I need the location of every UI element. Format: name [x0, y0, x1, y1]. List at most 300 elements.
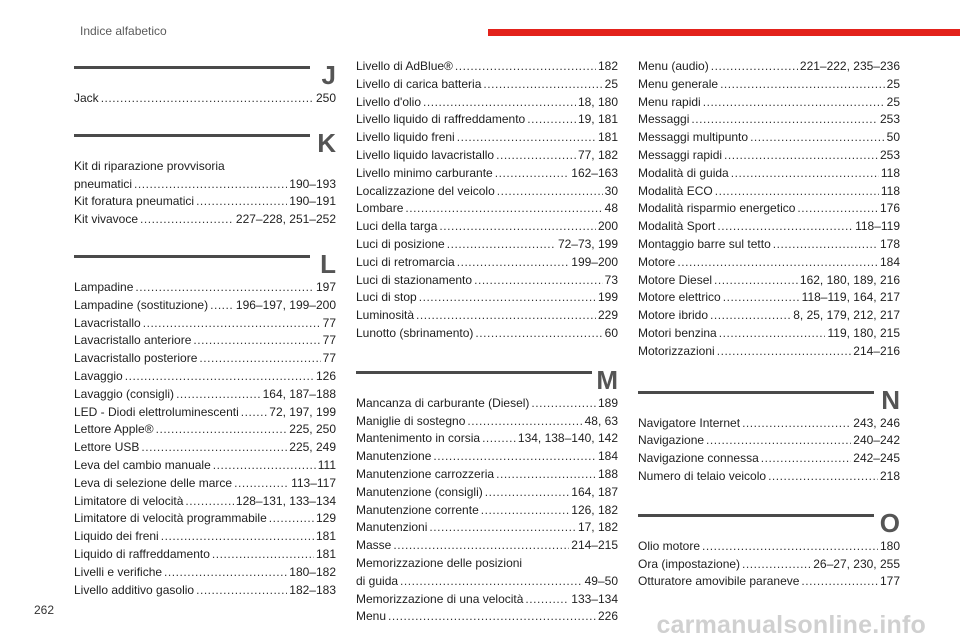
index-entry	[356, 218, 618, 236]
index-entry-name: Lettore USB	[74, 440, 140, 455]
index-entry-pages: 60	[604, 325, 618, 340]
index-entry-pages: 196–197, 199–200	[235, 297, 336, 312]
dot-leader	[703, 94, 885, 112]
index-entry-pages: 214–216	[853, 343, 900, 358]
index-entry-name: Lampadine	[74, 279, 134, 294]
index-entry	[638, 325, 900, 343]
index-entry-pages: 180	[879, 538, 900, 553]
dot-leader	[455, 58, 596, 76]
index-entry-name: Masse	[356, 538, 392, 553]
section-divider	[74, 255, 310, 258]
index-entry-name: Menu generale	[638, 76, 719, 91]
index-entry	[638, 556, 900, 574]
index-column-2	[356, 58, 618, 626]
dot-leader	[768, 468, 878, 486]
dot-leader	[423, 94, 576, 112]
index-entry-pages: 126	[315, 368, 336, 383]
index-entry-pages: 118–119, 164, 217	[801, 290, 900, 305]
dot-leader	[416, 307, 596, 325]
index-entry-list	[74, 279, 336, 599]
dot-leader	[731, 165, 879, 183]
dot-leader	[234, 475, 289, 493]
section-divider	[638, 391, 874, 394]
index-entry	[74, 439, 336, 457]
index-entry-name: Motore elettrico	[638, 290, 721, 305]
index-entry	[638, 307, 900, 325]
index-entry	[356, 573, 618, 591]
index-entry-name: Luci di posizione	[356, 236, 445, 251]
index-entry-name: Localizzazione del veicolo	[356, 183, 495, 198]
index-entry-list	[638, 538, 900, 591]
index-entry	[356, 484, 618, 502]
index-entry-pages: 8, 25, 179, 212, 217	[793, 308, 900, 323]
index-entry-name: Lavacristallo anteriore	[74, 333, 192, 348]
dot-leader	[531, 395, 596, 413]
index-entry-pages: 77, 182	[577, 147, 618, 162]
dot-leader	[723, 289, 800, 307]
index-entry-pages: 182	[597, 59, 618, 73]
watermark: carmanualsonline.info	[656, 611, 926, 639]
index-entry	[74, 211, 336, 229]
index-entry-pages: 133–134	[571, 591, 618, 606]
index-entry-name: Navigazione connessa	[638, 451, 759, 466]
index-entry-pages: 72–73, 199	[557, 236, 618, 251]
index-entry	[356, 430, 618, 448]
index-entry-pages: 214–215	[571, 538, 618, 553]
dot-leader	[457, 129, 596, 147]
index-entry	[638, 415, 900, 433]
index-entry	[638, 58, 900, 76]
index-entry-pages: 190–191	[289, 194, 336, 209]
index-entry-name: Jack	[74, 91, 99, 105]
dot-leader	[210, 297, 234, 315]
index-entry-pages: 119, 180, 215	[827, 325, 900, 340]
index-entry-pages: 129	[315, 511, 336, 526]
section-letter: O	[879, 507, 900, 538]
index-entry	[638, 468, 900, 486]
index-entry-pages: 178	[879, 236, 900, 251]
index-entry-name: Otturatore amovibile paraneve	[638, 574, 800, 589]
dot-leader	[457, 254, 570, 272]
dot-leader	[720, 76, 885, 94]
index-entry-pages: 48, 63	[584, 413, 618, 428]
index-entry-name: Manutenzione (consigli)	[356, 484, 483, 499]
index-entry	[638, 183, 900, 201]
index-column-1	[74, 60, 336, 599]
index-entry	[356, 58, 618, 76]
index-entry-list	[74, 90, 336, 108]
index-entry-name: Livello minimo carburante	[356, 165, 493, 180]
index-entry-name: Motore Diesel	[638, 272, 713, 287]
page-number: 262	[34, 603, 55, 617]
dot-leader	[497, 183, 603, 201]
index-entry-pages: 189	[597, 395, 618, 410]
index-entry-name: LED - Diodi elettroluminescenti	[74, 404, 239, 419]
index-entry-pages: 243, 246	[853, 415, 900, 430]
index-entry	[638, 236, 900, 254]
dot-leader	[212, 546, 314, 564]
index-entry-pages: 128–131, 133–134	[235, 493, 336, 508]
index-entry-pages: 49–50	[584, 573, 618, 588]
index-entry	[74, 404, 336, 422]
index-entry	[74, 510, 336, 528]
index-entry-pages: 25	[604, 76, 618, 91]
dot-leader	[710, 307, 791, 325]
index-entry	[356, 502, 618, 520]
index-entry-pages: 118	[880, 165, 900, 180]
index-entry-name: Livelli e verifiche	[74, 564, 163, 579]
index-entry	[356, 466, 618, 484]
index-entry-pages: 227–228, 251–252	[235, 212, 336, 227]
dot-leader	[199, 350, 320, 368]
index-entry	[638, 272, 900, 290]
index-entry-name: Messaggi	[638, 112, 690, 127]
dot-leader	[125, 368, 314, 386]
index-entry-prefix: Memorizzazione delle posizioni	[356, 555, 523, 570]
index-entry-name: Menu	[356, 609, 387, 624]
index-entry-name: Modalità di guida	[638, 165, 729, 180]
index-entry-name: Motorizzazioni	[638, 343, 715, 358]
index-entry	[356, 236, 618, 254]
index-entry-name: Luci della targa	[356, 219, 438, 234]
index-entry	[74, 493, 336, 511]
index-entry-list	[638, 58, 900, 361]
index-entry-pages: 25	[886, 94, 900, 109]
dot-leader	[143, 315, 321, 333]
dot-leader	[447, 236, 556, 254]
index-entry	[638, 111, 900, 129]
dot-leader	[724, 147, 878, 165]
index-entry	[356, 325, 618, 343]
index-entry	[356, 200, 618, 218]
index-entry-name: Kit foratura pneumatici	[74, 194, 195, 209]
index-entry-name: Manutenzione corrente	[356, 502, 479, 517]
dot-leader	[717, 343, 852, 361]
dot-leader	[176, 386, 261, 404]
index-entry	[74, 421, 336, 439]
dot-leader	[482, 430, 516, 448]
index-entry-pages: 240–242	[853, 433, 900, 448]
index-column-3	[638, 58, 900, 591]
index-entry-pages: 177	[879, 574, 900, 589]
index-entry-name: Lavacristallo posteriore	[74, 351, 198, 366]
index-entry-pages: 226	[597, 609, 618, 624]
index-entry-pages: 162–163	[571, 165, 618, 180]
index-entry-pages: 199–200	[571, 254, 618, 269]
dot-leader	[717, 218, 853, 236]
dot-leader	[161, 528, 314, 546]
index-entry	[356, 94, 618, 112]
index-entry-pages: 182–183	[289, 582, 336, 597]
index-entry-pages: 181	[315, 546, 336, 561]
section-letter: M	[596, 364, 618, 395]
index-entry-pages: 162, 180, 189, 216	[799, 272, 900, 287]
index-entry-name: Modalità Sport	[638, 219, 716, 234]
index-entry-name: Manutenzioni	[356, 520, 428, 535]
index-entry	[74, 350, 336, 368]
dot-leader	[101, 90, 314, 108]
index-entry	[356, 395, 618, 413]
dot-leader	[185, 493, 234, 511]
index-entry-pages: 113–117	[291, 475, 336, 490]
index-entry-name: Motori benzina	[638, 325, 717, 340]
index-entry-pages: 72, 197, 199	[269, 404, 336, 419]
index-entry	[74, 546, 336, 564]
index-entry-pages: 164, 187–188	[262, 386, 336, 401]
dot-leader	[156, 421, 288, 439]
index-entry-pages: 77	[322, 351, 336, 366]
index-entry	[74, 193, 336, 211]
index-entry-pages: 48	[604, 201, 618, 216]
section-letter: L	[320, 248, 336, 279]
dot-leader	[196, 193, 287, 211]
index-entry-pages: 225, 249	[289, 440, 336, 455]
dot-leader	[715, 183, 879, 201]
section-letter: N	[881, 384, 900, 415]
index-entry	[638, 165, 900, 183]
index-entry-pages: 118	[880, 183, 900, 198]
index-entry-name: pneumatici	[74, 176, 133, 191]
dot-leader	[761, 450, 852, 468]
index-entry	[638, 573, 900, 591]
dot-leader	[393, 537, 569, 555]
dot-leader	[496, 147, 576, 165]
index-entry-pages: 30	[604, 183, 618, 198]
index-entry	[356, 289, 618, 307]
index-entry-name: Liquido di raffreddamento	[74, 546, 210, 561]
index-entry-pages: 50	[886, 130, 900, 145]
index-entry-name: Lavacristallo	[74, 315, 141, 330]
index-entry-name: Limitatore di velocità	[74, 493, 184, 508]
index-entry	[74, 315, 336, 333]
dot-leader	[481, 502, 570, 520]
running-header-title: Indice alfabetico	[80, 24, 167, 38]
dot-leader	[773, 236, 878, 254]
index-entry-pages: 221–222, 235–236	[799, 59, 900, 73]
index-entry	[356, 608, 618, 626]
dot-leader	[467, 413, 582, 431]
dot-leader	[706, 432, 851, 450]
index-entry-pages: 126, 182	[571, 502, 618, 517]
index-entry-name: Luminosità	[356, 308, 415, 323]
index-entry-name: Lavaggio	[74, 368, 123, 383]
index-entry-name: Lampadine (sostituzione)	[74, 297, 209, 312]
index-entry-name: Motore ibrido	[638, 308, 709, 323]
index-entry-pages: 190–193	[289, 176, 336, 191]
dot-leader	[702, 538, 878, 556]
index-entry-pages: 188	[597, 466, 618, 481]
index-entry-pages: 18, 180	[577, 94, 618, 109]
index-entry-pages: 77	[322, 333, 336, 348]
section-divider	[74, 66, 310, 69]
dot-leader	[527, 111, 576, 129]
dot-leader	[677, 254, 878, 272]
index-entry-name: Modalità ECO	[638, 183, 713, 198]
dot-leader	[193, 332, 320, 350]
index-entry	[638, 538, 900, 556]
dot-leader	[134, 176, 287, 194]
index-entry	[356, 448, 618, 466]
index-entry-pages: 184	[597, 449, 618, 464]
index-entry-pages: 17, 182	[577, 520, 618, 535]
index-entry-list	[356, 58, 618, 343]
index-entry-pages: 225, 250	[289, 422, 336, 437]
index-entry-list	[74, 158, 336, 229]
section-header	[74, 249, 336, 279]
index-entry-name: Livello di carica batteria	[356, 76, 482, 91]
dot-leader	[485, 484, 570, 502]
index-entry	[74, 279, 336, 297]
index-entry-name: Maniglie di sostegno	[356, 413, 466, 428]
index-entry-name: Mantenimento in corsia	[356, 431, 481, 446]
index-entry	[74, 475, 336, 493]
index-entry	[638, 129, 900, 147]
dot-leader	[135, 279, 314, 297]
index-entry-name: Montaggio barre sul tetto	[638, 236, 771, 251]
index-entry-pages: 197	[315, 279, 336, 294]
index-entry-pages: 242–245	[853, 451, 900, 466]
index-entry-name: Manutenzione carrozzeria	[356, 466, 495, 481]
index-entry-name: Livello liquido freni	[356, 130, 455, 145]
index-entry	[638, 289, 900, 307]
index-entry	[356, 147, 618, 165]
section-header	[356, 365, 618, 395]
index-entry-name: Lettore Apple®	[74, 422, 154, 437]
index-entry	[74, 564, 336, 582]
dot-leader	[213, 457, 316, 475]
section-letter: K	[317, 127, 336, 158]
dot-leader	[140, 211, 234, 229]
index-entry-pages: 200	[597, 219, 618, 234]
index-entry-name: Memorizzazione di una velocità	[356, 591, 524, 606]
index-entry	[356, 272, 618, 290]
section-divider	[356, 371, 592, 374]
index-entry-pages: 184	[879, 254, 900, 269]
dot-leader	[241, 404, 268, 422]
index-entry	[356, 413, 618, 431]
index-entry	[356, 254, 618, 272]
dot-leader	[797, 200, 878, 218]
index-entry-pages: 180–182	[289, 564, 336, 579]
index-entry-name: Menu (audio)	[638, 59, 709, 73]
index-entry	[74, 332, 336, 350]
index-entry	[356, 519, 618, 537]
index-entry	[74, 386, 336, 404]
index-entry-name: Livello liquido lavacristallo	[356, 147, 495, 162]
dot-leader	[691, 111, 878, 129]
section-header	[74, 60, 336, 90]
dot-leader	[439, 218, 596, 236]
index-entry-pages: 26–27, 230, 255	[813, 556, 900, 571]
index-entry-pages: 229	[597, 308, 618, 323]
index-entry-pages: 218	[879, 468, 900, 483]
dot-leader	[433, 448, 596, 466]
index-entry	[356, 165, 618, 183]
index-entry-name: Menu rapidi	[638, 94, 701, 109]
index-entry-name: Livello liquido di raffreddamento	[356, 112, 526, 127]
index-entry-name: Livello additivo gasolio	[74, 582, 195, 597]
dot-leader	[742, 415, 851, 433]
index-entry-name: di guida	[356, 573, 399, 588]
section-header	[74, 128, 336, 158]
index-entry	[356, 183, 618, 201]
index-entry-name: Luci di stop	[356, 290, 417, 305]
index-entry-list	[356, 395, 618, 626]
index-entry-name: Lunotto (sbrinamento)	[356, 325, 474, 340]
dot-leader	[483, 76, 602, 94]
index-entry-name: Livello di AdBlue®	[356, 59, 453, 73]
section-divider	[74, 134, 310, 137]
index-entry-pages: 181	[315, 529, 336, 544]
index-entry	[74, 176, 336, 194]
dot-leader	[719, 325, 826, 343]
dot-leader	[475, 325, 602, 343]
index-entry-name: Kit vivavoce	[74, 212, 139, 227]
index-entry	[638, 432, 900, 450]
index-entry	[638, 450, 900, 468]
index-entry	[74, 90, 336, 108]
index-entry-pages: 73	[604, 272, 618, 287]
index-entry-name: Lavaggio (consigli)	[74, 386, 175, 401]
index-entry-pages: 176	[879, 201, 900, 216]
dot-leader	[164, 564, 287, 582]
index-entry-name: Navigatore Internet	[638, 415, 741, 430]
index-entry	[638, 76, 900, 94]
index-entry-pages: 164, 187	[571, 484, 618, 499]
index-entry-name: Mancanza di carburante (Diesel)	[356, 395, 530, 410]
section-header	[638, 508, 900, 538]
header-accent-bar	[488, 29, 960, 36]
index-entry-name: Motore	[638, 254, 676, 269]
index-entry-pages: 253	[879, 147, 900, 162]
dot-leader	[495, 165, 570, 183]
index-entry-pages: 77	[322, 315, 336, 330]
index-entry	[74, 528, 336, 546]
index-entry-name: Limitatore di velocità programmabile	[74, 511, 267, 526]
index-entry-name: Ora (impostazione)	[638, 556, 741, 571]
index-entry	[638, 254, 900, 272]
index-entry	[74, 457, 336, 475]
index-entry-pages: 253	[879, 112, 900, 127]
index-entry	[638, 200, 900, 218]
index-entry	[356, 307, 618, 325]
index-entry-prefix: Kit di riparazione provvisoria	[74, 158, 225, 173]
index-entry	[74, 297, 336, 315]
dot-leader	[750, 129, 885, 147]
index-entry-list	[638, 415, 900, 486]
index-entry-pages: 25	[886, 76, 900, 91]
dot-leader	[525, 591, 569, 609]
index-entry-name: Olio motore	[638, 538, 701, 553]
index-entry-name: Liquido dei freni	[74, 529, 159, 544]
dot-leader	[474, 272, 603, 290]
dot-leader	[496, 466, 596, 484]
dot-leader	[400, 573, 583, 591]
index-entry-name: Leva del cambio manuale	[74, 457, 211, 472]
index-entry-pages: 118–119	[855, 219, 900, 234]
dot-leader	[196, 582, 287, 600]
index-entry-name: Navigazione	[638, 433, 705, 448]
index-entry-pages: 19, 181	[577, 112, 618, 127]
index-entry	[356, 129, 618, 147]
index-entry	[356, 537, 618, 555]
index-entry-name: Leva di selezione delle marce	[74, 475, 233, 490]
index-entry	[74, 582, 336, 600]
dot-leader	[141, 439, 287, 457]
section-divider	[638, 514, 874, 517]
index-entry-pages: 250	[315, 91, 336, 105]
dot-leader	[711, 58, 798, 76]
